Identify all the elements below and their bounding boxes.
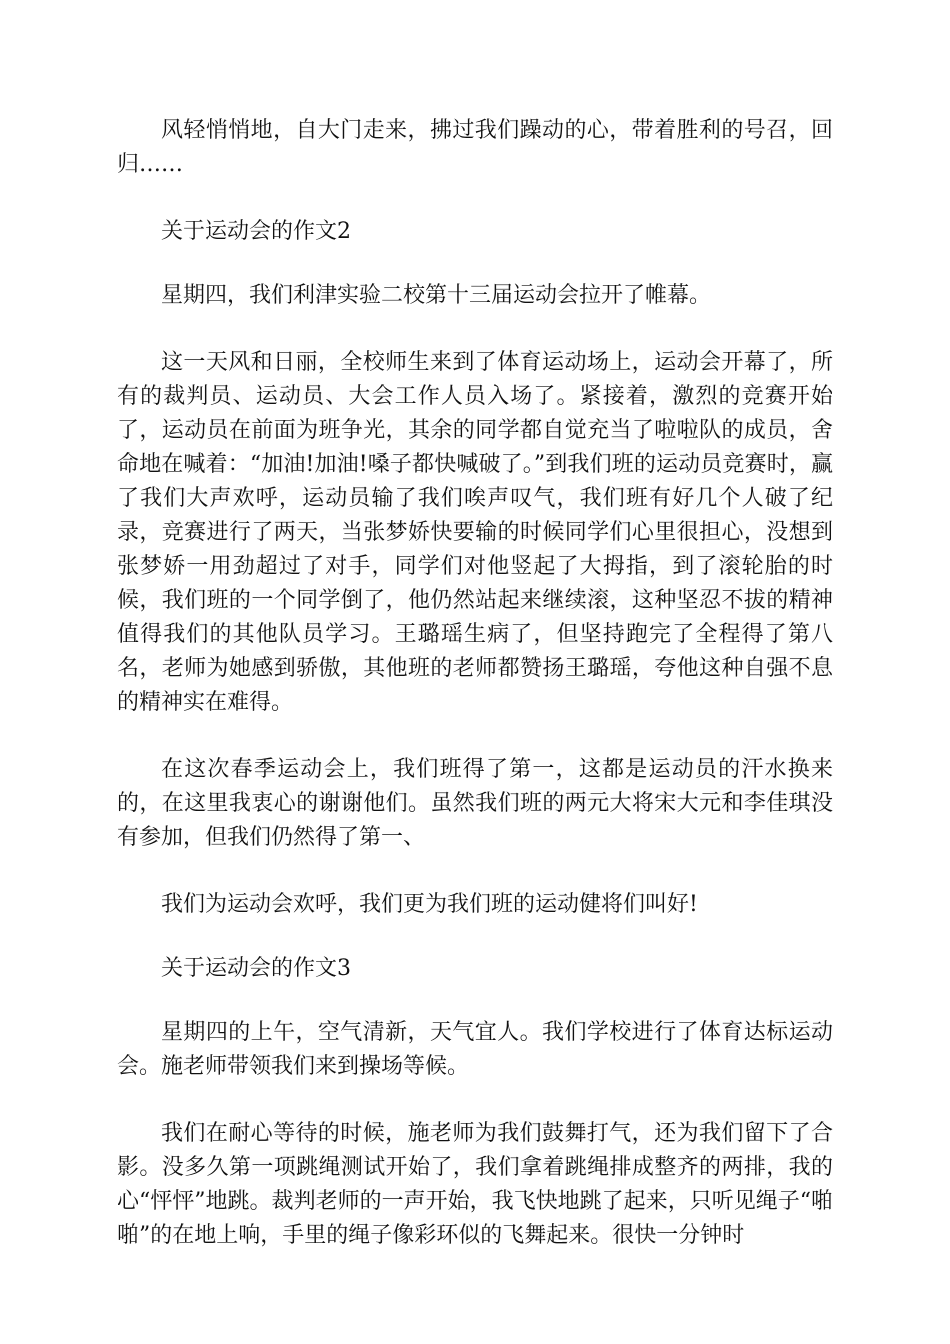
paragraph-opening: 星期四，我们利津实验二校第十三届运动会拉开了帷幕。 <box>161 283 712 308</box>
paragraph-first-place: 在这次春季运动会上，我们班得了第一，这都是运动员的汗水换来的，在这里我衷心的谢谢他们。虽然我们班的两元大将宋大元和李佳琪没有参加，但我们仍然得了第一、 <box>117 757 833 850</box>
essay-heading-3: 关于运动会的作文3 <box>161 956 351 981</box>
paragraph-jump-rope: 我们在耐心等待的时候，施老师为我们鼓舞打气，还为我们留下了合影。没多久第一项跳绳测试开始了，我们拿着跳绳排成整齐的两排，我的心“怦怦”地跳。裁判老师的一声开始，我飞快地跳了起来，只听见绳子“啪啪”的在地上响，手里的绳子像彩环似的飞舞起来。很快一分钟时 <box>117 1121 833 1248</box>
essay-heading-2: 关于运动会的作文2 <box>161 219 351 244</box>
paragraph-competition: 这一天风和日丽，全校师生来到了体育运动场上，运动会开幕了，所有的裁判员、运动员、大会工作人员入场了。紧接着，激烈的竞赛开始了，运动员在前面为班争光，其余的同学都自觉充当了啦啦队的成员，舍命地在喊着：“加油!加油!嗓子都快喊破了。”到我们班的运动员竞赛时，赢了我们大声欢呼，运动员输了我们唉声叹气，我们班有好几个人破了纪录，竞赛进行了两天，当张梦娇快要输的时候同学们心里很担心，没想到张梦娇一用劲超过了对手，同学们对他竖起了大拇指，到了滚轮胎的时候，我们班的一个同学倒了，他仍然站起来继续滚，这种坚忍不拔的精神值得我们的其他队员学习。王璐瑶生病了，但坚持跑完了全程得了第八名，老师为她感到骄傲，其他班的老师都赞扬王璐瑶，夸他这种自强不息的精神实在难得。 <box>117 350 833 715</box>
paragraph-cheer: 我们为运动会欢呼，我们更为我们班的运动健将们叫好! <box>161 892 698 917</box>
paragraph-essay1-ending: 风轻悄悄地，自大门走来，拂过我们躁动的心，带着胜利的号召，回归…… <box>117 118 833 177</box>
paragraph-thursday-morning: 星期四的上午，空气清新，天气宜人。我们学校进行了体育达标运动会。施老师带领我们来到操场等候。 <box>117 1020 833 1079</box>
document-page <box>117 114 833 1253</box>
